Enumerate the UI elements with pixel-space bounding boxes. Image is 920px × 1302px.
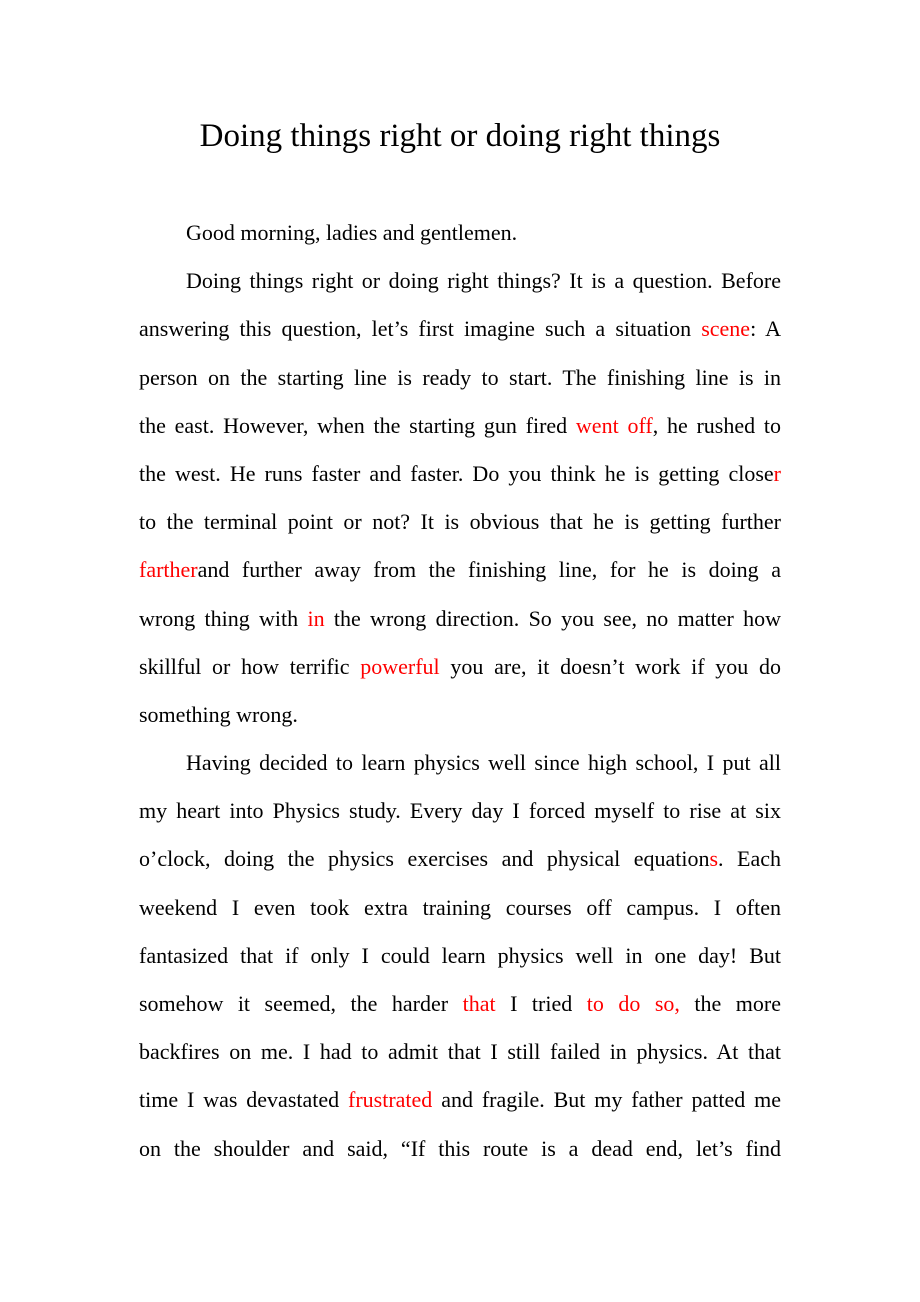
paragraph [139, 739, 781, 1173]
text-line [139, 595, 781, 643]
page-title: Doing things right or doing right things [199, 118, 721, 154]
text-segment: I tried [495, 991, 587, 1016]
text-segment: : A [750, 316, 781, 342]
correction-text: to do so, [586, 991, 680, 1016]
text-line [139, 739, 781, 787]
text-segment: the more [679, 991, 781, 1016]
text-segment: Doing things right or doing right things? It is a question. Before [186, 268, 781, 294]
text-segment: fantasized that if only I could learn physics well in one day! But [139, 942, 781, 968]
text-segment: . Each [718, 846, 781, 872]
text-line [139, 498, 781, 546]
document-body [139, 209, 781, 1173]
text-segment: skillful or how terrific [139, 653, 361, 679]
correction-text: that [462, 991, 496, 1016]
text-line [139, 1125, 781, 1173]
text-line [139, 354, 781, 402]
text-line [139, 980, 781, 1028]
text-segment: o’clock, doing the physics exercises and physical equation [139, 846, 710, 872]
text-segment: , he rushed to [652, 412, 781, 438]
text-line [139, 835, 781, 883]
text-segment: the wrong direction. So you see, no matter how [324, 605, 781, 631]
correction-text: s [709, 846, 719, 872]
text-line [139, 546, 781, 594]
text-line [139, 450, 781, 498]
text-segment: wrong thing with [139, 605, 308, 631]
text-line [139, 932, 781, 980]
text-line [139, 257, 781, 305]
text-segment: on the shoulder and said, “If this route is a dead end, let’s find [139, 1135, 781, 1161]
paragraph [139, 209, 781, 257]
text-segment: the west. He runs faster and faster. Do you think he is getting close [139, 460, 774, 486]
text-line [139, 209, 781, 257]
correction-text: went off [575, 412, 653, 438]
text-line [139, 884, 781, 932]
correction-text: frustrated [348, 1087, 433, 1113]
text-line [139, 1076, 781, 1124]
text-segment: weekend I even took extra training courses off campus. I often [139, 894, 781, 920]
text-line [139, 402, 781, 450]
text-segment: time I was devastated [139, 1087, 349, 1113]
text-segment: something wrong. [139, 701, 298, 727]
text-segment: and further away from the finishing line, for he is doing a [197, 557, 781, 583]
text-line [139, 643, 781, 691]
correction-text: scene [701, 316, 751, 342]
text-line [139, 305, 781, 353]
text-segment: answering this question, let’s first imagine such a situation [139, 316, 702, 342]
text-segment: person on the starting line is ready to start. The finishing line is in [139, 364, 781, 390]
text-segment: Good morning, ladies and gentlemen. [186, 220, 518, 245]
text-segment: Having decided to learn physics well since high school, I put all [186, 750, 781, 776]
text-segment: to the terminal point or not? It is obvious that he is getting further [139, 509, 781, 535]
correction-text: farther [139, 557, 198, 583]
text-segment: somehow it seemed, the harder [139, 991, 463, 1016]
text-segment: my heart into Physics study. Every day I forced myself to rise at six [139, 798, 781, 824]
text-line [139, 787, 781, 835]
text-line [139, 1028, 781, 1076]
correction-text: powerful [360, 653, 440, 679]
text-segment: backfires on me. I had to admit that I still failed in physics. At that [139, 1039, 781, 1065]
text-segment: the east. However, when the starting gun fired [139, 412, 576, 438]
correction-text: in [307, 605, 325, 631]
correction-text: r [773, 460, 781, 486]
text-line [139, 691, 781, 739]
text-segment: you are, it doesn’t work if you do [439, 653, 781, 679]
paragraph [139, 257, 781, 739]
text-segment: and fragile. But my father patted me [432, 1087, 781, 1113]
